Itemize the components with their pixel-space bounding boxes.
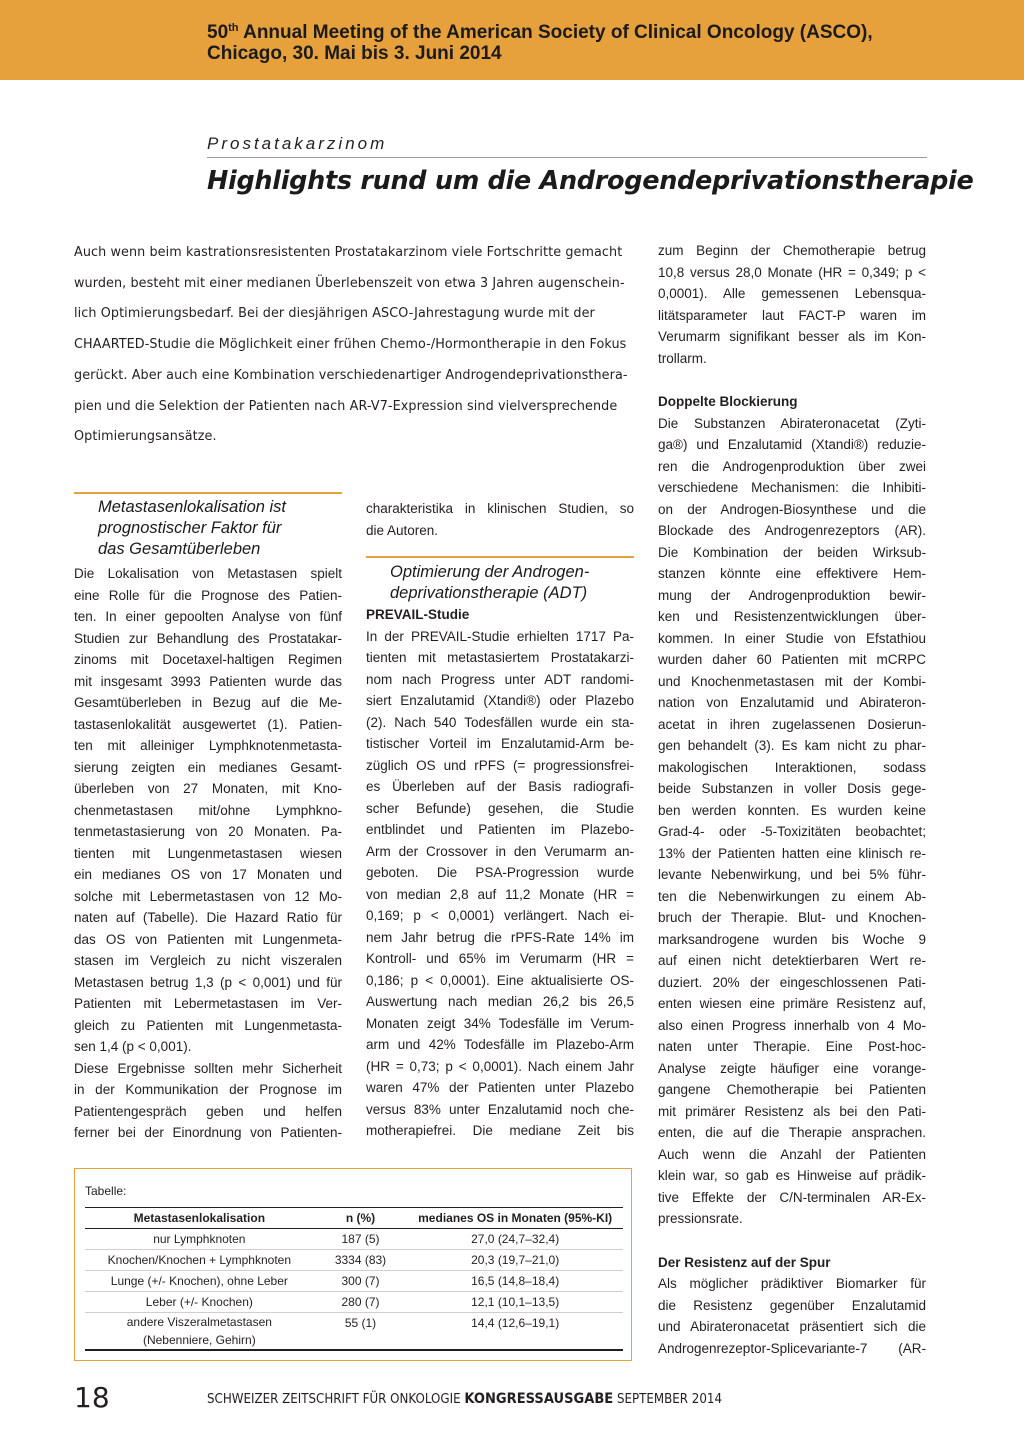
metastasen-table: [85, 1207, 623, 1351]
text-line: tienten mit metastasiertem Prostatakarzi-: [366, 650, 634, 665]
header-banner: [0, 0, 1024, 80]
text-line: ren die Androgenproduktion über zwei: [658, 458, 926, 474]
text-line: die Autoren.: [366, 522, 439, 538]
text-line: tistischer Vorteil im Enzalutamid-Arm be-: [366, 736, 634, 751]
text-line: Grad-4- oder -5-Toxizitäten beobachtet;: [658, 824, 926, 839]
table-row: [85, 1292, 623, 1313]
text-line: makologischen Interaktionen, sodass: [658, 759, 926, 775]
subheading-doppelte-blockierung: Doppelte Blockierung: [658, 394, 798, 409]
text-line: ken und Resistenzentwicklungen über-: [658, 609, 926, 624]
section-rule-1: [74, 492, 342, 494]
text-line: wurden daher 60 Patienten mit mCRPC: [658, 652, 926, 667]
text-line: (HR = 0,73; p < 0,0001). Nach einem Jahr: [366, 1058, 634, 1074]
table-cell: 27,0 (24,7–32,4): [407, 1229, 623, 1250]
text-line: Gesamtüberleben in Bezug auf die Me-: [74, 695, 342, 710]
table-cell: 280 (7): [314, 1292, 408, 1313]
table-cell: 16,5 (14,8–18,4): [407, 1271, 623, 1292]
journal-footer: SCHWEIZER ZEITSCHRIFT FÜR ONKOLOGIE KONGRESSAUSGABE SEPTEMBER 2014: [207, 1391, 723, 1407]
text-line: das OS von Patienten mit Lungenmeta-: [74, 931, 342, 947]
column-1-text: [74, 563, 342, 1144]
text-line: also einen Progress innerhalb von 4 Mo-: [658, 1017, 926, 1033]
text-line: nom nach Progress unter ADT randomi-: [366, 671, 634, 687]
section-heading-line: das Gesamtüberleben: [98, 540, 261, 558]
text-line: ten die Nebenwirkungen zu einem Ab-: [658, 888, 926, 904]
table-cell: 55 (1): [314, 1313, 408, 1351]
text-line: charakteristika in klinischen Studien, so: [366, 501, 634, 516]
text-line: klein war, so gab es Hinweise auf prädik-: [658, 1168, 926, 1183]
lead-line: Auch wenn beim kastrationsresistenten Prostatakarzinom viele Fortschritte gemacht: [74, 245, 623, 260]
text-line: ben werden konnten. Es wurden keine: [658, 802, 926, 818]
text-line: marksandrogene wurden bis Woche 9: [658, 931, 926, 947]
text-line: Blockade des Androgenrezeptors (AR).: [658, 523, 926, 538]
text-line: chenmetastasen mit/ohne Lymphkno-: [74, 802, 342, 818]
text-line: Die Substanzen Abirateronacetat (Zyti-: [658, 415, 926, 431]
text-line: ferner bei der Einordnung von Patienten-: [74, 1125, 342, 1140]
text-line: Metastasen betrug 1,3 (p < 0,001) und für: [74, 974, 342, 990]
text-line: es Überleben auf der Basis radiografi-: [366, 779, 634, 794]
column-2-top-text: [366, 498, 634, 541]
text-line: 0,169; p < 0,0001) verlängert. Nach ei-: [366, 908, 634, 923]
text-line: züglich OS und rPFS (= progressionsfrei-: [366, 757, 634, 773]
text-line: Patienten mit Lebermetastasen im Ver-: [74, 996, 342, 1011]
text-line: enten, die auf die Therapie ansprachen.: [658, 1125, 926, 1140]
text-line: Androgenrezeptor-Splicevariante-7 (AR-: [658, 1340, 926, 1356]
text-line: sierung zeigten ein medianes Gesamt-: [74, 759, 342, 775]
text-line: tenmetastasierung von 20 Monaten. Pa-: [74, 824, 342, 839]
text-line: Kontroll- und 65% im Verumarm (HR =: [366, 951, 634, 966]
table-header: Metastasenlokalisation: [85, 1208, 314, 1229]
lead-line: pien und die Selektion der Patienten nach AR-V7-Expression sind vielversprechende: [74, 398, 618, 414]
table-cell: nur Lymphknoten: [85, 1229, 314, 1250]
section-heading-line: deprivationstherapie (ADT): [390, 584, 588, 602]
text-line: kommen. In einer Studie von Efstathiou: [658, 630, 926, 646]
text-line: ga®) und Enzalutamid (Xtandi®) reduzie-: [658, 437, 926, 452]
text-line: tienten mit Lungenmetastasen wiesen: [74, 845, 342, 861]
text-line: Studien zur Behandlung des Prostatakar-: [74, 630, 342, 646]
text-line: versus 83% unter Enzalutamid noch che-: [366, 1101, 634, 1117]
text-line: Patientengespräch geben und helfen: [74, 1103, 342, 1119]
text-line: enten wiesen eine primäre Resistenz auf,: [658, 996, 926, 1011]
text-line: und Knochenmetastasen mit der Kombi-: [658, 673, 926, 689]
text-line: motherapiefrei. Die mediane Zeit bis: [366, 1123, 634, 1138]
column-2-text: [366, 604, 634, 1142]
text-line: nem Jahr betrug die rPFS-Rate 14% im: [366, 929, 634, 945]
text-line: gangene Chemotherapie bei Patienten: [658, 1082, 926, 1097]
text-line: trollarm.: [658, 350, 707, 366]
subheading-prevail: PREVAIL-Studie: [366, 607, 470, 622]
text-line: naten unter Therapie. Eine Post-hoc-: [658, 1039, 926, 1054]
table-cell: 187 (5): [314, 1229, 408, 1250]
table-cell: Knochen/Knochen + Lymphknoten: [85, 1250, 314, 1271]
table-row: [85, 1271, 623, 1292]
lead-line: lich Optimierungsbedarf. Bei der diesjährigen ASCO-Jahrestagung wurde mit der: [74, 306, 595, 322]
text-line: bruch der Therapie. Blut- und Knochen-: [658, 910, 926, 925]
text-line: überleben von 27 Monaten, mit Kno-: [74, 781, 342, 796]
text-line: 10,8 versus 28,0 Monate (HR = 0,349; p <: [658, 264, 926, 280]
text-line: ein medianes OS von 17 Monaten und: [74, 867, 342, 882]
text-line: von median 2,8 auf 11,2 Monate (HR =: [366, 886, 634, 902]
section-rule-2: [366, 556, 634, 558]
lead-line: gerückt. Aber auch eine Kombination verschiedenartiger Androgendeprivationsthera-: [74, 367, 628, 383]
table-cell: 3334 (83): [314, 1250, 408, 1271]
text-line: litätsparameter laut FACT-P waren im: [658, 307, 926, 323]
text-line: In der PREVAIL-Studie erhielten 1717 Pa-: [366, 628, 634, 644]
text-line: 0,186; p < 0,0001). Eine aktualisierte OS-: [366, 972, 634, 988]
column-3-text: [658, 240, 926, 1359]
section-heading-adt: [390, 562, 589, 604]
text-line: scher Befunde) gesehen, die Studie: [366, 800, 634, 816]
lead-line: Optimierungsansätze.: [74, 429, 217, 445]
lead-line: wurden, besteht mit einer medianen Überlebenszeit von etwa 3 Jahren augenschein-: [74, 275, 625, 291]
text-line: Analyse zeigte häufiger eine vorange-: [658, 1060, 926, 1076]
text-line: duziert. 20% der eingeschlossenen Pati-: [658, 974, 926, 990]
text-line: auf einen nicht detektierbaren Wert re-: [658, 953, 926, 968]
text-line: Auswertung nach median 26,2 bis 26,5: [366, 994, 634, 1009]
banner-line-1: 50th Annual Meeting of the American Society of Clinical Oncology (ASCO),: [207, 22, 873, 43]
text-line: gen behandelt (3). Es kam nicht zu phar-: [658, 738, 926, 753]
table-row: [85, 1313, 623, 1351]
text-line: (2). Nach 540 Todesfällen wurde ein sta-: [366, 714, 634, 730]
text-line: mit primärer Resistenz als bei den Pati-: [658, 1103, 926, 1119]
text-line: Arm der Crossover in den Verumarm an-: [366, 843, 634, 859]
subheading-resistenz: Der Resistenz auf der Spur: [658, 1254, 831, 1270]
table-row: [85, 1250, 623, 1271]
table-caption: Tabelle:: [85, 1184, 127, 1198]
section-heading-line: Metastasenlokalisation ist: [98, 498, 287, 516]
table-cell: Leber (+/- Knochen): [85, 1292, 314, 1313]
text-line: arm und 42% Todesfälle im Plazebo-Arm: [366, 1037, 634, 1052]
text-line: sen 1,4 (p < 0,001).: [74, 1039, 192, 1054]
article-title: Highlights rund um die Androgendeprivationstherapie: [207, 166, 974, 196]
text-line: beide Substanzen in voller Dosis gege-: [658, 781, 926, 796]
text-line: 0,0001). Alle gemessenen Lebensqua-: [658, 286, 926, 301]
text-line: tive Effekte der C/N-terminalen AR-Ex-: [658, 1189, 926, 1205]
text-line: tastasenlokalität ausgewertet (1). Patien-: [74, 716, 342, 732]
text-line: mit insgesamt 3993 Patienten wurde das: [74, 673, 342, 689]
text-line: eine Rolle für die Prognose des Patien-: [74, 587, 342, 603]
table-cell: andere Viszeralmetastasen (Nebenniere, Gehirn): [85, 1313, 314, 1351]
text-line: naten auf (Tabelle). Die Hazard Ratio für: [74, 910, 342, 925]
text-line: Die Kombination der beiden Wirksub-: [658, 544, 926, 560]
lead-line: CHAARTED-Studie die Möglichkeit einer frühen Chemo-/Hormontherapie in den Fokus: [74, 337, 627, 353]
table-cell: 12,1 (10,1–13,5): [407, 1292, 623, 1313]
section-kicker: Prostatakarzinom: [207, 134, 388, 153]
text-line: Diese Ergebnisse sollten mehr Sicherheit: [74, 1060, 342, 1076]
text-line: Als möglicher prädiktiver Biomarker für: [658, 1276, 926, 1291]
text-line: geboten. Die PSA-Progression wurde: [366, 865, 634, 880]
text-line: verschiedene Mechanismen: die Inhibiti-: [658, 480, 926, 495]
text-line: siert Enzalutamid (Xtandi®) oder Plazebo: [366, 693, 634, 708]
text-line: zum Beginn der Chemotherapie betrug: [658, 243, 926, 258]
table-cell: 14,4 (12,6–19,1): [407, 1313, 623, 1351]
text-line: Verumarm signifikant besser als im Kon-: [658, 329, 926, 344]
text-line: ten. In einer gepoolten Analyse von fünf: [74, 609, 342, 624]
data-table-box: [74, 1168, 632, 1361]
section-heading-metastasen: [98, 497, 286, 560]
table-cell: 300 (7): [314, 1271, 408, 1292]
text-line: stanzen könnte eine effektivere Hem-: [658, 566, 926, 581]
section-heading-line: prognostischer Faktor für: [98, 519, 282, 537]
table-cell: 20,3 (19,7–21,0): [407, 1250, 623, 1271]
text-line: waren 47% der Patienten unter Plazebo: [366, 1080, 634, 1095]
table-cell: Lunge (+/- Knochen), ohne Leber: [85, 1271, 314, 1292]
text-line: 13% der Patienten hatten eine klinisch re-: [658, 845, 926, 861]
text-line: acetat in ihren zugelassenen Dosierun-: [658, 716, 926, 732]
text-line: entblindet und Patienten im Plazebo-: [366, 822, 634, 837]
text-line: zinoms mit Docetaxel-haltigen Regimen: [74, 652, 342, 667]
text-line: die Resistenz gegenüber Enzalutamid: [658, 1297, 926, 1313]
text-line: nation von Enzalutamid und Abirateron-: [658, 695, 926, 710]
text-line: Monaten zeigt 34% Todesfälle im Verum-: [366, 1015, 634, 1031]
text-line: mung der Androgenproduktion bewir-: [658, 587, 926, 603]
text-line: in der Kommunikation der Prognose im: [74, 1082, 342, 1097]
text-line: stasen im Vergleich zu nicht viszeralen: [74, 953, 342, 968]
text-line: pressionsrate.: [658, 1211, 743, 1226]
kicker-divider: [207, 157, 927, 158]
text-line: solche mit Lebermetastasen von 12 Mo-: [74, 888, 342, 904]
page-number: 18: [74, 1381, 110, 1414]
text-line: Auch wenn die Anzahl der Patienten: [658, 1146, 926, 1162]
text-line: on der Androgen-Biosynthese und die: [658, 501, 926, 517]
text-line: gleich zu Patienten mit Lungenmetasta-: [74, 1017, 342, 1033]
text-line: ten mit alleiniger Lymphknotenmetasta-: [74, 738, 342, 753]
section-heading-line: Optimierung der Androgen-: [390, 563, 590, 581]
text-line: und Abirateronacetat präsentiert sich die: [658, 1319, 926, 1334]
text-line: Die Lokalisation von Metastasen spielt: [74, 566, 342, 581]
table-header: n (%): [314, 1208, 408, 1229]
banner-line-2: Chicago, 30. Mai bis 3. Juni 2014: [207, 43, 502, 64]
table-row: [85, 1229, 623, 1250]
text-line: levante Nebenwirkung, und bei 5% führ-: [658, 867, 926, 882]
table-header: medianes OS in Monaten (95%-KI): [407, 1208, 623, 1229]
